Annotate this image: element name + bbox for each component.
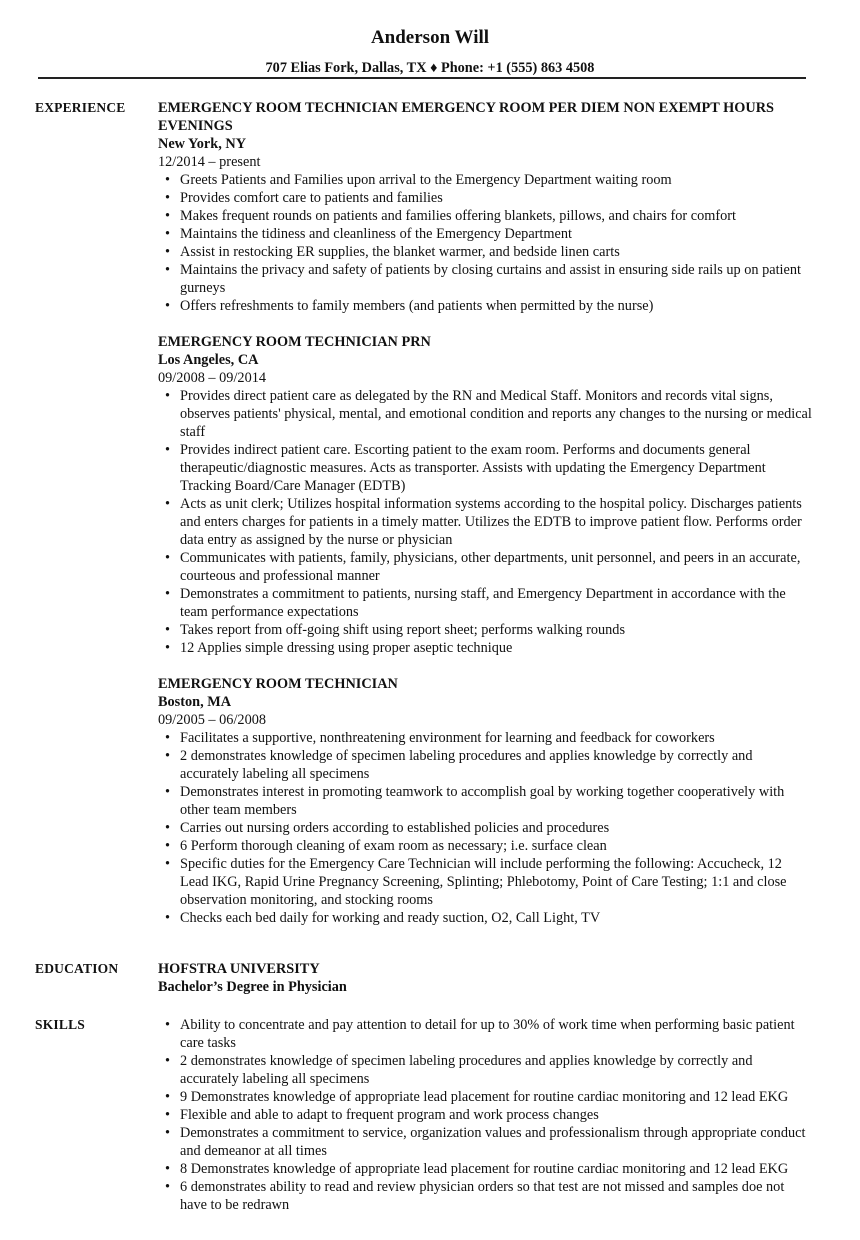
job-title: EMERGENCY ROOM TECHNICIAN EMERGENCY ROOM PER DIEM NON EXEMPT HOURS EVENINGS: [158, 100, 774, 134]
job-location: Boston, MA: [158, 694, 232, 710]
duty-item: • 6 Perform thorough cleaning of exam room as necessary; i.e. surface clean: [158, 837, 814, 855]
skill-item: • Ability to concentrate and pay attention to detail for up to 30% of work time when performing basic patient care tasks: [158, 1016, 814, 1052]
candidate-name: Anderson Will: [370, 27, 490, 48]
header-divider: [38, 77, 806, 79]
job-location: Los Angeles, CA: [158, 352, 259, 368]
skills-body: [158, 1016, 814, 1214]
degree-name: Bachelor’s Degree in Physician: [158, 979, 347, 995]
duty-item: • Demonstrates a commitment to patients, nursing staff, and Emergency Department in accordance with the team performance expectations: [158, 585, 814, 621]
skill-item: • 9 Demonstrates knowledge of appropriate lead placement for routine cardiac monitoring and 12 lead EKG: [158, 1088, 814, 1106]
skill-item: • 8 Demonstrates knowledge of appropriate lead placement for routine cardiac monitoring and 12 lead EKG: [158, 1160, 814, 1178]
education-body: [158, 960, 814, 996]
job-title: EMERGENCY ROOM TECHNICIAN PRN: [158, 334, 431, 350]
duty-item: • 2 demonstrates knowledge of specimen labeling procedures and applies knowledge by correctly and accurately labeling all specimens: [158, 747, 814, 783]
skills-heading: SKILLS: [35, 1017, 85, 1032]
duty-item: • Provides direct patient care as delegated by the RN and Medical Staff. Monitors and records vital signs, observes patients' physical, mental, and emotional condition and reports any changes to the nursing or medical staff: [158, 387, 814, 441]
job-entry: [158, 99, 814, 315]
job-entry: [158, 333, 814, 657]
duty-item: • Maintains the privacy and safety of patients by closing curtains and assist in ensuring side rails up on patient gurneys: [158, 261, 814, 297]
duty-item: • Checks each bed daily for working and ready suction, O2, Call Light, TV: [158, 909, 814, 927]
job-duties: [158, 171, 814, 315]
duty-item: • 12 Applies simple dressing using proper aseptic technique: [158, 639, 814, 657]
job-dates: 09/2005 – 06/2008: [158, 712, 267, 728]
skill-item: • 6 demonstrates ability to read and review physician orders so that test are not missed and samples doe not have to be redrawn: [158, 1178, 814, 1214]
skill-item: • Demonstrates a commitment to service, organization values and professionalism through appropriate conduct and demeanor at all times: [158, 1124, 814, 1160]
skills-list: [158, 1016, 814, 1214]
skill-item: • Flexible and able to adapt to frequent program and work process changes: [158, 1106, 814, 1124]
duty-item: • Greets Patients and Families upon arrival to the Emergency Department waiting room: [158, 171, 814, 189]
duty-item: • Provides comfort care to patients and families: [158, 189, 814, 207]
school-name: HOFSTRA UNIVERSITY: [158, 961, 320, 977]
duty-item: • Assist in restocking ER supplies, the blanket warmer, and bedside linen carts: [158, 243, 814, 261]
job-dates: 09/2008 – 09/2014: [158, 370, 267, 386]
duty-item: • Facilitates a supportive, nonthreatening environment for learning and feedback for coworkers: [158, 729, 814, 747]
contact-line: 707 Elias Fork, Dallas, TX ♦ Phone: +1 (555) 863 4508: [265, 60, 595, 76]
job-entry: [158, 675, 814, 927]
duty-item: • Takes report from off-going shift using report sheet; performs walking rounds: [158, 621, 814, 639]
education-heading: EDUCATION: [35, 961, 119, 976]
experience-heading: EXPERIENCE: [35, 100, 126, 115]
duty-item: • Demonstrates interest in promoting teamwork to accomplish goal by working together cooperatively with other team members: [158, 783, 814, 819]
job-duties: [158, 387, 814, 657]
duty-item: • Makes frequent rounds on patients and families offering blankets, pillows, and chairs for comfort: [158, 207, 814, 225]
duty-item: • Acts as unit clerk; Utilizes hospital information systems according to the hospital policy. Discharges patients and enters charges for patients in a timely matter. Utilizes the EDTB to improve patient flow. Performs order data entry as assigned by the nurse or physician: [158, 495, 814, 549]
job-title: EMERGENCY ROOM TECHNICIAN: [158, 676, 398, 692]
duty-item: • Offers refreshments to family members (and patients when permitted by the nurse): [158, 297, 814, 315]
duty-item: • Carries out nursing orders according to established policies and procedures: [158, 819, 814, 837]
job-location: New York, NY: [158, 136, 247, 152]
job-duties: [158, 729, 814, 927]
duty-item: • Specific duties for the Emergency Care Technician will include performing the following: Accucheck, 12 Lead IKG, Rapid Urine Pregnancy Screening, Splinting; Phlebotomy, Point of Care Testing; 1:1 and close observation monitoring, and stocking rooms: [158, 855, 814, 909]
duty-item: • Communicates with patients, family, physicians, other departments, unit personnel, and peers in an accurate, courteous and professional manner: [158, 549, 814, 585]
job-dates: 12/2014 – present: [158, 154, 261, 170]
experience-body: [158, 99, 814, 945]
duty-item: • Maintains the tidiness and cleanliness of the Emergency Department: [158, 225, 814, 243]
skill-item: • 2 demonstrates knowledge of specimen labeling procedures and applies knowledge by correctly and accurately labeling all specimens: [158, 1052, 814, 1088]
duty-item: • Provides indirect patient care. Escorting patient to the exam room. Performs and documents general therapeutic/diagnostic measures. Acts as transporter. Assists with updating the Emergency Department Tracking Board/Care Manager (EDTB): [158, 441, 814, 495]
